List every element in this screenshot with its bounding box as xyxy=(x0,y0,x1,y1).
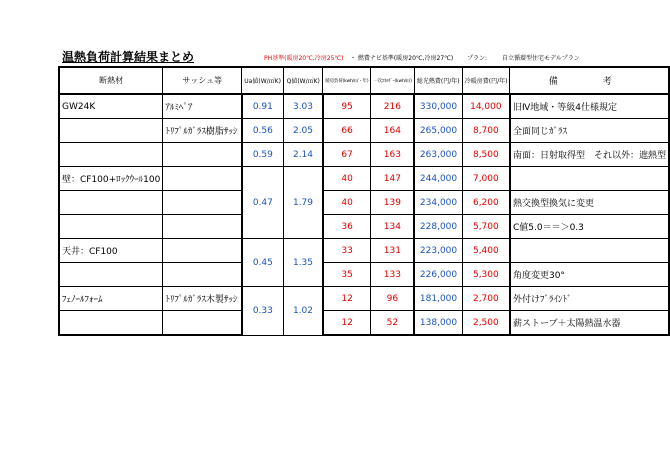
ua-cell: 0.91 xyxy=(242,94,284,119)
primary-energy-cell: 133 xyxy=(371,263,414,287)
insulation-cell xyxy=(59,119,163,143)
hvac-cost-cell: 7,000 xyxy=(462,167,510,191)
primary-energy-cell: 134 xyxy=(371,215,414,239)
remark-cell xyxy=(510,239,669,263)
total-cost-cell: 181,000 xyxy=(414,287,462,311)
remark-cell: 旧Ⅳ地域・等級4仕様規定 xyxy=(510,94,669,119)
ua-cell: 0.59 xyxy=(242,143,284,167)
title-row xyxy=(62,48,622,64)
insulation-cell: GW24K xyxy=(59,94,163,119)
total-cost-cell: 226,000 xyxy=(414,263,462,287)
sash-cell xyxy=(163,311,242,336)
hvac-cost-cell: 5,400 xyxy=(462,239,510,263)
table-row xyxy=(59,239,669,263)
remark-cell: 熱交換型換気に変更 xyxy=(510,191,669,215)
table-row xyxy=(59,263,669,287)
heating-load-cell: 12 xyxy=(323,287,371,311)
heating-load-cell: 12 xyxy=(323,311,371,336)
insulation-cell: ﾌｪﾉｰﾙﾌｫｰﾑ xyxy=(59,287,163,311)
q-cell-merged: 1.02 xyxy=(284,287,323,336)
hvac-cost-cell: 2,700 xyxy=(462,287,510,311)
insulation-cell xyxy=(59,191,163,215)
table-row xyxy=(59,215,669,239)
ua-cell: 0.56 xyxy=(242,119,284,143)
q-cell: 2.14 xyxy=(284,143,323,167)
table-row xyxy=(59,94,669,119)
hvac-cost-cell: 2,500 xyxy=(462,311,510,336)
total-cost-cell: 223,000 xyxy=(414,239,462,263)
col-heating-load: 暖房負荷(kwh/㎡・年) xyxy=(323,67,371,94)
sash-cell xyxy=(163,167,242,191)
remark-cell: 薪ストーブ＋太陽熱温水器 xyxy=(510,311,669,336)
primary-energy-cell: 131 xyxy=(371,239,414,263)
total-cost-cell: 244,000 xyxy=(414,167,462,191)
q-cell: 2.05 xyxy=(284,119,323,143)
q-cell-merged: 1.35 xyxy=(284,239,323,287)
hvac-cost-cell: 8,500 xyxy=(462,143,510,167)
col-hvac-cost: 冷暖房費(円/年) xyxy=(462,67,510,94)
sash-cell xyxy=(163,239,242,263)
primary-energy-cell: 147 xyxy=(371,167,414,191)
table-row xyxy=(59,167,669,191)
sash-cell xyxy=(163,191,242,215)
total-cost-cell: 330,000 xyxy=(414,94,462,119)
remark-cell xyxy=(510,167,669,191)
sash-cell: ﾄﾘﾌﾟﾙｶﾞﾗｽ樹脂ｻｯｼ xyxy=(163,119,242,143)
col-primary-energy: 一次ｴﾈﾙｷﾞｰ(kwh/㎡) xyxy=(371,67,414,94)
primary-energy-cell: 216 xyxy=(371,94,414,119)
primary-energy-cell: 139 xyxy=(371,191,414,215)
heating-load-cell: 40 xyxy=(323,191,371,215)
remark-cell: C値5.0＝＝＞0.3 xyxy=(510,215,669,239)
insulation-cell xyxy=(59,143,163,167)
hvac-cost-cell: 5,300 xyxy=(462,263,510,287)
ua-cell-merged: 0.33 xyxy=(242,287,284,336)
heating-load-cell: 35 xyxy=(323,263,371,287)
heating-load-cell: 95 xyxy=(323,94,371,119)
criteria-nenpi: ・ 燃費ナビ基準(暖房20℃,冷房27℃) xyxy=(350,55,454,62)
insulation-cell: 壁：CF100+ﾛｯｸｳｰﾙ100 xyxy=(59,167,163,191)
page-title: 温熱負荷計算結果まとめ xyxy=(62,50,195,64)
col-total-cost: 総光熱費(円/年) xyxy=(414,67,462,94)
heating-load-cell: 36 xyxy=(323,215,371,239)
remark-cell: 南面：日射取得型 それ以外：遮熱型 xyxy=(510,143,669,167)
table-row xyxy=(59,119,669,143)
results-table xyxy=(58,66,670,336)
total-cost-cell: 228,000 xyxy=(414,215,462,239)
col-insulation: 断熱材 xyxy=(59,67,163,94)
ua-cell-merged: 0.47 xyxy=(242,167,284,239)
insulation-cell xyxy=(59,311,163,336)
table-row xyxy=(59,287,669,311)
sash-cell xyxy=(163,215,242,239)
hvac-cost-cell: 5,700 xyxy=(462,215,510,239)
remark-cell: 角度変更30° xyxy=(510,263,669,287)
remark-cell: 全面同じｶﾞﾗｽ xyxy=(510,119,669,143)
plan-value: 自立循環型住宅モデルプラン xyxy=(502,55,580,62)
hvac-cost-cell: 6,200 xyxy=(462,191,510,215)
q-cell: 3.03 xyxy=(284,94,323,119)
total-cost-cell: 234,000 xyxy=(414,191,462,215)
hvac-cost-cell: 8,700 xyxy=(462,119,510,143)
total-cost-cell: 138,000 xyxy=(414,311,462,336)
insulation-cell: 天井：CF100 xyxy=(59,239,163,263)
heating-load-cell: 67 xyxy=(323,143,371,167)
sash-cell xyxy=(163,263,242,287)
table-row xyxy=(59,143,669,167)
table-row xyxy=(59,191,669,215)
primary-energy-cell: 96 xyxy=(371,287,414,311)
plan-label: プラン: xyxy=(467,55,488,62)
sash-cell xyxy=(163,143,242,167)
primary-energy-cell: 164 xyxy=(371,119,414,143)
total-cost-cell: 263,000 xyxy=(414,143,462,167)
col-remarks: 備 考 xyxy=(510,67,669,94)
heating-load-cell: 40 xyxy=(323,167,371,191)
heating-load-cell: 33 xyxy=(323,239,371,263)
criteria-ph: PH基準(暖房20℃,冷房25℃) xyxy=(264,55,344,62)
sash-cell: ﾄﾘﾌﾟﾙｶﾞﾗｽ木製ｻｯｼ xyxy=(163,287,242,311)
q-cell-merged: 1.79 xyxy=(284,167,323,239)
sash-cell: ｱﾙﾐﾍﾟｱ xyxy=(163,94,242,119)
insulation-cell xyxy=(59,263,163,287)
insulation-cell xyxy=(59,215,163,239)
hvac-cost-cell: 14,000 xyxy=(462,94,510,119)
ua-cell-merged: 0.45 xyxy=(242,239,284,287)
remark-cell: 外付けﾌﾞﾗｲﾝﾄﾞ xyxy=(510,287,669,311)
col-sash: サッシュ等 xyxy=(163,67,242,94)
col-q: Q値(W/㎡K) xyxy=(284,67,323,94)
total-cost-cell: 265,000 xyxy=(414,119,462,143)
primary-energy-cell: 163 xyxy=(371,143,414,167)
primary-energy-cell: 52 xyxy=(371,311,414,336)
col-ua: Ua値(W/㎡K) xyxy=(242,67,284,94)
heating-load-cell: 66 xyxy=(323,119,371,143)
table-row xyxy=(59,311,669,336)
